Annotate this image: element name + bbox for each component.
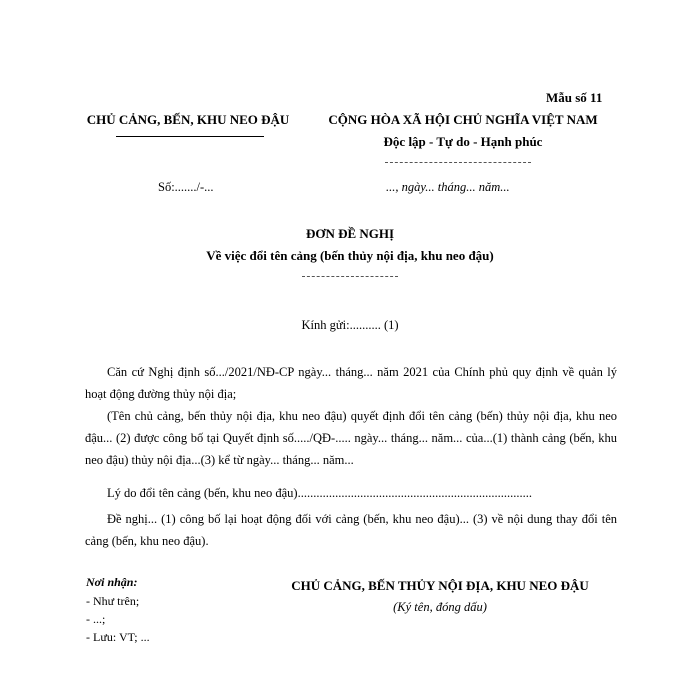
salutation: Kính gửi:.......... (1) — [301, 318, 399, 332]
document-number: Số:......./-... — [158, 180, 214, 194]
paragraph-request: Đề nghị... (1) công bố lại hoạt động đối với cảng (bến, khu neo đậu)... (3) về nội dung thay đổi tên cảng (bến, khu neo đậu). — [85, 512, 617, 548]
org-name: CHỦ CẢNG, BẾN, KHU NEO ĐẬU — [86, 112, 290, 127]
document-title: ĐƠN ĐỀ NGHỊ — [305, 226, 395, 241]
motto: Độc lập - Tự do - Hạnh phúc — [383, 134, 543, 149]
country-name: CỘNG HÒA XÃ HỘI CHỦ NGHĨA VIỆT NAM — [328, 112, 598, 127]
document-subtitle: Về việc đổi tên cảng (bến thủy nội địa, khu neo đậu) — [206, 248, 494, 263]
recipient-item: - Lưu: VT; ... — [86, 630, 150, 644]
org-underline — [116, 136, 264, 137]
recipient-item: - Như trên; — [86, 594, 140, 608]
motto-underline — [385, 162, 531, 163]
document-date: ..., ngày... tháng... năm... — [386, 180, 510, 194]
paragraph-decision: (Tên chủ cảng, bến thủy nội địa, khu neo đậu) quyết định đổi tên cảng (bến) thủy nội địa, khu neo đậu... (2) được công bố tại Quyết định số...../QĐ-..... ngày... tháng... năm... của...(1) thành cảng (bến, khu neo đậu) thủy nội địa...(3) kể từ ngày... tháng... năm... — [85, 409, 617, 467]
form-number: Mẫu số 11 — [546, 90, 603, 105]
paragraph-reason: Lý do đổi tên cảng (bến, khu neo đậu)........................................................................... — [107, 486, 532, 500]
recipient-item: - ...; — [86, 612, 106, 626]
title-underline — [302, 276, 398, 277]
signature-note: (Ký tên, đóng dấu) — [393, 600, 487, 614]
paragraph-legal-basis: Căn cứ Nghị định số.../2021/NĐ-CP ngày... tháng... năm 2021 của Chính phủ quy định về quản lý hoạt động đường thủy nội địa; — [85, 365, 617, 401]
signature-title: CHỦ CẢNG, BẾN THỦY NỘI ĐỊA, KHU NEO ĐẬU — [291, 578, 589, 593]
recipients-heading: Nơi nhận: — [86, 575, 138, 589]
